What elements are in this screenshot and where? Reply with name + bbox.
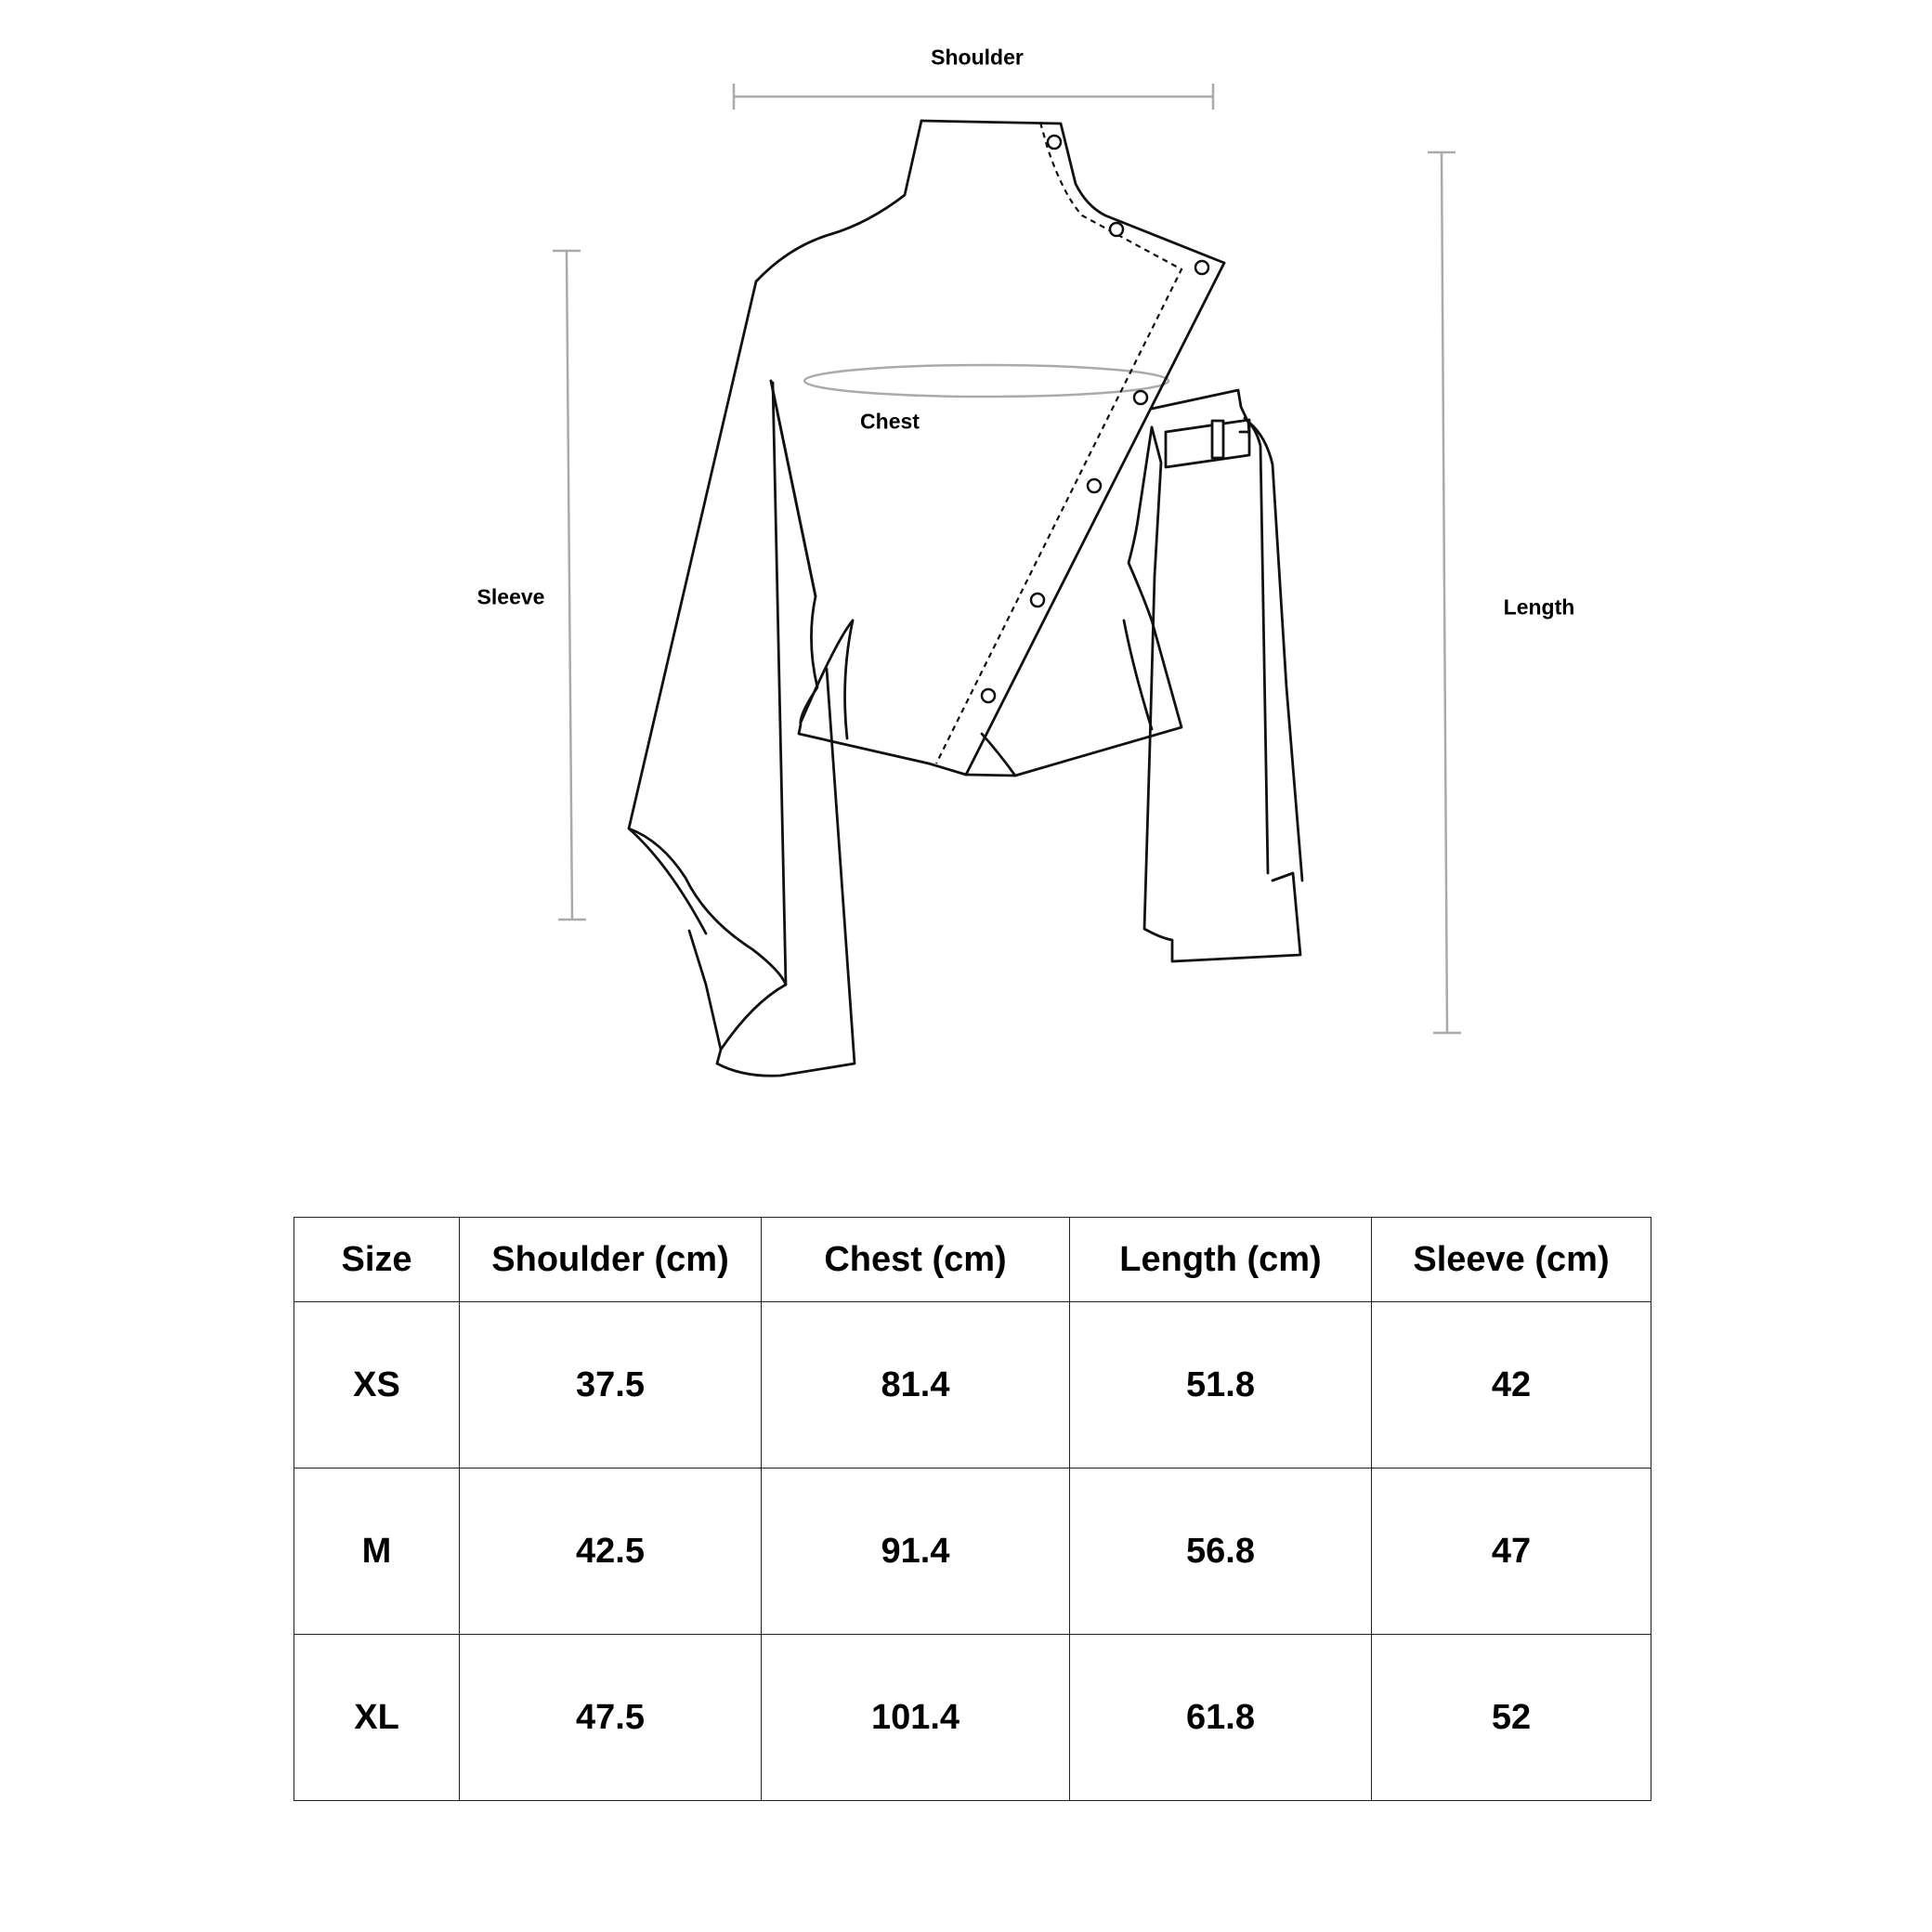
cell-length: 61.8 (1070, 1635, 1372, 1801)
collar (921, 121, 1224, 263)
cell-sleeve: 52 (1372, 1635, 1651, 1801)
button (1088, 479, 1101, 492)
table-header-row (294, 1218, 1651, 1302)
cell-chest: 91.4 (762, 1469, 1070, 1635)
header-shoulder: Shoulder (cm) (460, 1218, 762, 1302)
measure-lines (553, 84, 1461, 1033)
cell-size: XL (294, 1635, 460, 1801)
cell-sleeve: 47 (1372, 1469, 1651, 1635)
buttons (982, 136, 1208, 702)
button (1048, 136, 1061, 149)
shoulder-label: Shoulder (931, 45, 1024, 70)
chest-label: Chest (860, 409, 920, 434)
table-row (294, 1635, 1651, 1801)
left-body (771, 381, 929, 764)
size-chart-table (294, 1217, 1651, 1801)
cell-shoulder: 47.5 (460, 1635, 762, 1801)
cell-chest: 81.4 (762, 1302, 1070, 1469)
length-label: Length (1503, 594, 1575, 620)
cell-size: M (294, 1469, 460, 1635)
header-chest: Chest (cm) (762, 1218, 1070, 1302)
length-measure-line (1442, 152, 1447, 1033)
cell-length: 51.8 (1070, 1302, 1372, 1469)
right-sleeve (1152, 390, 1249, 437)
left-sleeve (629, 281, 786, 985)
table-row (294, 1469, 1651, 1635)
cell-size: XS (294, 1302, 460, 1469)
belt-buckle (1166, 420, 1249, 467)
header-sleeve: Sleeve (cm) (1372, 1218, 1651, 1302)
button (1134, 391, 1147, 404)
cell-length: 56.8 (1070, 1469, 1372, 1635)
front-edge (929, 263, 1224, 775)
button (1110, 223, 1123, 236)
table-row (294, 1302, 1651, 1469)
sleeve-label: Sleeve (476, 584, 545, 609)
cell-sleeve: 42 (1372, 1302, 1651, 1469)
placket-stitching (936, 123, 1181, 764)
sleeve-measure-line (567, 251, 572, 920)
button (1195, 261, 1208, 274)
cell-shoulder: 37.5 (460, 1302, 762, 1469)
header-size: Size (294, 1218, 460, 1302)
chest-measure-ellipse (804, 365, 1168, 397)
button (1031, 594, 1044, 607)
header-length: Length (cm) (1070, 1218, 1372, 1302)
cell-chest: 101.4 (762, 1635, 1070, 1801)
cell-shoulder: 42.5 (460, 1469, 762, 1635)
button (982, 689, 995, 702)
